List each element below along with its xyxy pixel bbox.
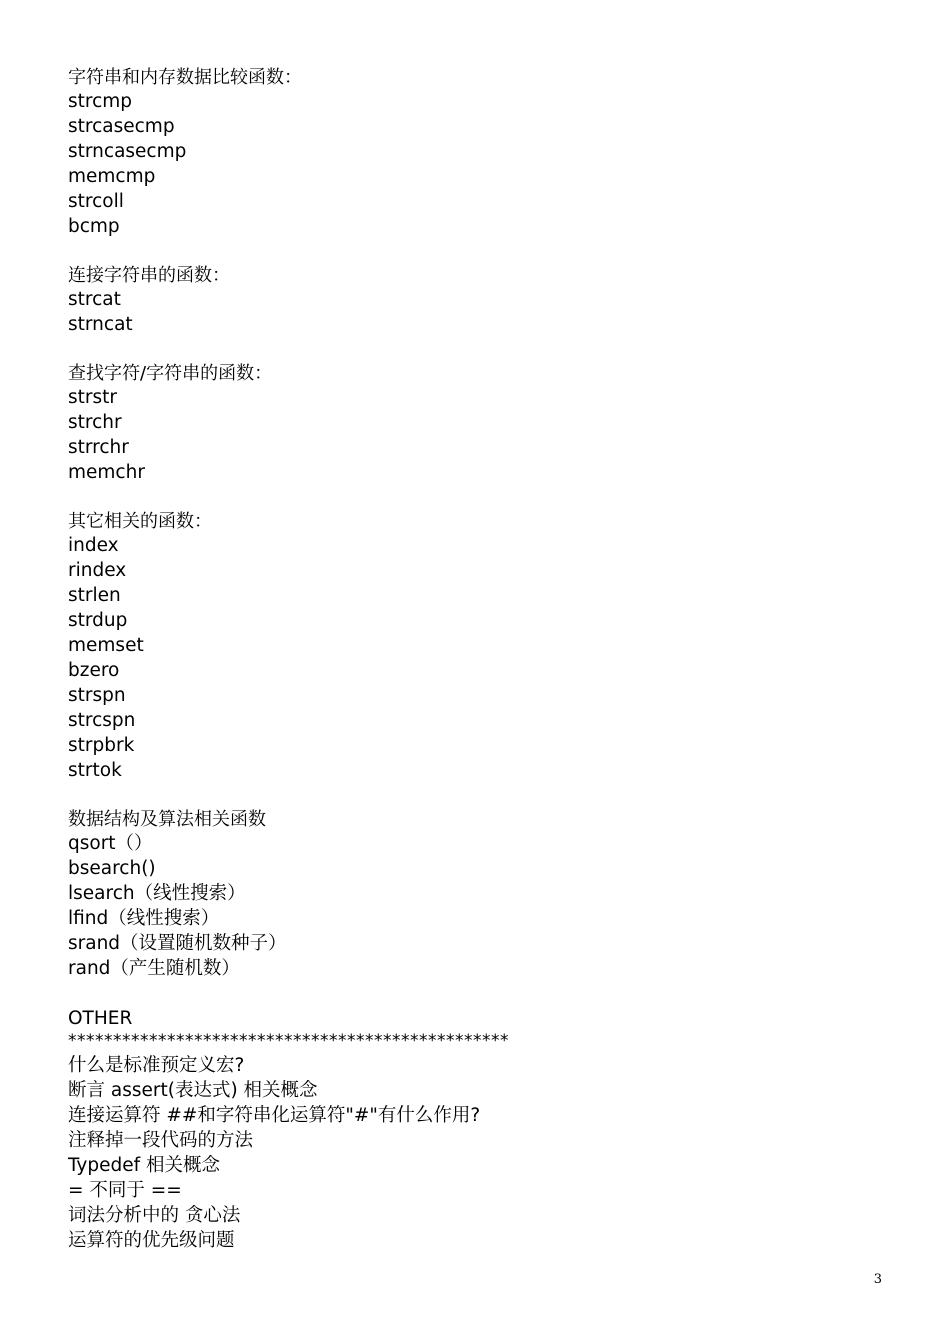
section-heading: 查找字符/字符串的函数： xyxy=(68,363,273,384)
spacer xyxy=(68,981,888,1006)
topic-item: 注释掉一段代码的方法 xyxy=(68,1130,254,1151)
spacer xyxy=(68,485,888,510)
function-name: strcspn xyxy=(68,710,136,731)
function-name: bsearch() xyxy=(68,858,156,879)
section-string-compare xyxy=(68,66,888,239)
function-name: index xyxy=(68,535,119,556)
function-name: strcoll xyxy=(68,191,124,212)
function-name: lsearch（线性搜索） xyxy=(68,883,246,904)
section-heading: 字符串和内存数据比较函数： xyxy=(68,67,302,88)
function-name: srand（设置随机数种子） xyxy=(68,933,287,954)
function-name: strpbrk xyxy=(68,735,135,756)
function-name: strchr xyxy=(68,412,122,433)
topic-item: = 不同于 == xyxy=(68,1180,182,1201)
function-name: bzero xyxy=(68,660,120,681)
topic-item: 断言 assert(表达式) 相关概念 xyxy=(68,1080,318,1101)
topic-item: 连接运算符 ##和字符串化运算符"#"有什么作用? xyxy=(68,1105,481,1126)
function-name: memchr xyxy=(68,462,145,483)
asterisk-divider: ************************************************* xyxy=(68,1031,509,1051)
topic-item: 词法分析中的 贪心法 xyxy=(68,1205,241,1226)
function-name: strrchr xyxy=(68,437,129,458)
function-name: strcasecmp xyxy=(68,116,175,137)
function-name: strlen xyxy=(68,585,121,606)
section-string-search xyxy=(68,362,888,485)
function-name: bcmp xyxy=(68,216,120,237)
section-algorithms xyxy=(68,808,888,981)
section-heading: 数据结构及算法相关函数 xyxy=(68,809,266,830)
section-other-functions xyxy=(68,510,888,783)
section-heading: 连接字符串的函数： xyxy=(68,265,230,286)
function-name: strdup xyxy=(68,610,128,631)
function-name: rand（产生随机数） xyxy=(68,958,240,979)
section-other xyxy=(68,1006,888,1253)
topic-item: Typedef 相关概念 xyxy=(68,1155,221,1176)
document-page xyxy=(68,66,888,1253)
function-name: strcmp xyxy=(68,91,133,112)
other-title: OTHER xyxy=(68,1008,133,1029)
function-name: strspn xyxy=(68,685,126,706)
topic-item: 运算符的优先级问题 xyxy=(68,1230,235,1251)
topic-item: 什么是标准预定义宏? xyxy=(68,1055,245,1076)
function-name: strncat xyxy=(68,314,133,335)
spacer xyxy=(68,239,888,264)
function-name: strtok xyxy=(68,760,122,781)
function-name: memcmp xyxy=(68,166,156,187)
page-number: 3 xyxy=(873,1272,882,1287)
function-name: memset xyxy=(68,635,144,656)
function-name: rindex xyxy=(68,560,127,581)
spacer xyxy=(68,337,888,362)
function-name: strstr xyxy=(68,387,117,408)
function-name: strcat xyxy=(68,289,121,310)
function-name: lfind（线性搜索） xyxy=(68,908,220,929)
spacer xyxy=(68,783,888,808)
section-heading: 其它相关的函数： xyxy=(68,511,212,532)
section-string-concat xyxy=(68,264,888,337)
function-name: strncasecmp xyxy=(68,141,187,162)
function-name: qsort（） xyxy=(68,833,153,854)
